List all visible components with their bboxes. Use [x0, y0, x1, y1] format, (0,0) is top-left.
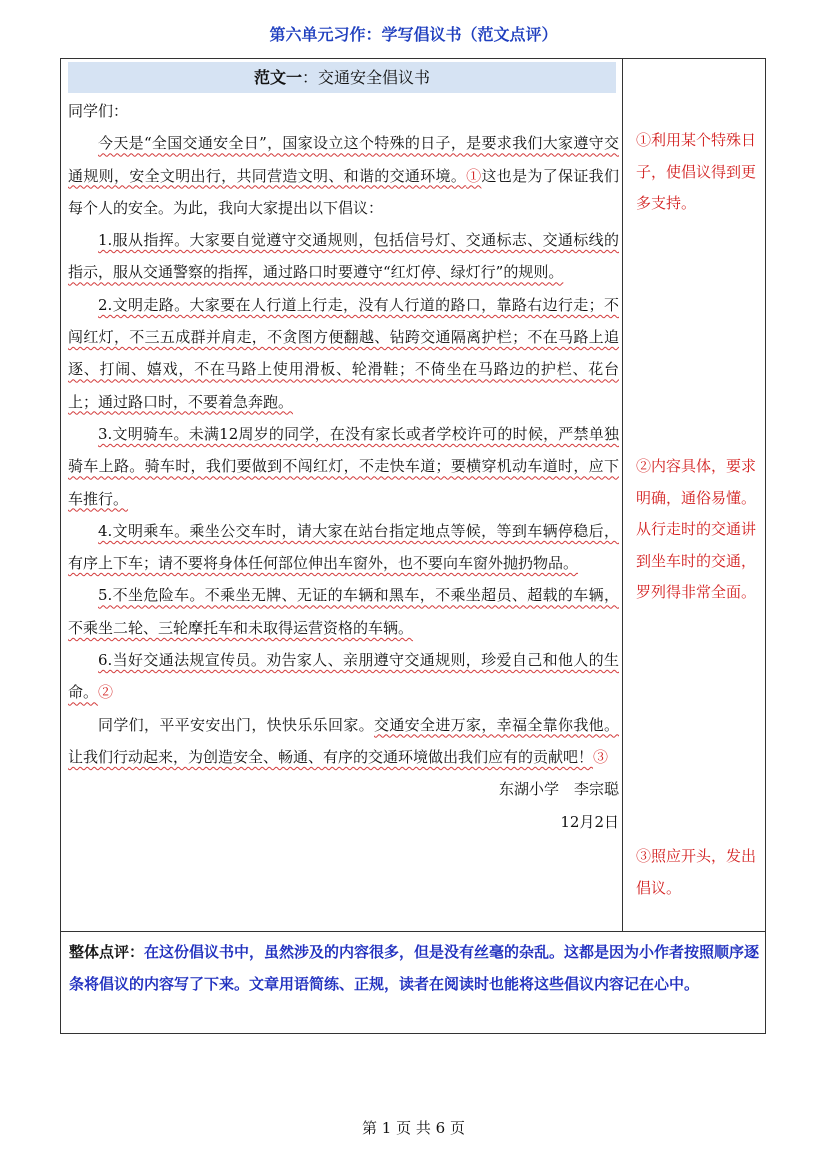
overall-comment — [69, 937, 761, 1000]
essay-title-text: ：交通安全倡议书 — [302, 68, 431, 87]
date: 12月2日 — [560, 812, 619, 831]
proposal-text: 1.服从指挥。大家要自觉遵守交通规则，包括信号灯、交通标志、交通标线的指示，服从交通警察的指挥，通过路口时要遵守“红灯停、绿灯行”的规则。 — [68, 231, 619, 282]
proposal-item — [68, 579, 619, 644]
closing-plain: 同学们，平平安安出门，快快乐乐回家。 — [98, 715, 374, 734]
salutation: 同学们： — [68, 102, 129, 120]
column-divider — [622, 59, 623, 931]
proposal-text: 5.不坐危险车。不乘坐无牌、无证的车辆和黑车，不乘坐超员、超载的车辆，不乘坐二轮、三轮摩托车和未取得运营资格的车辆。 — [68, 586, 619, 637]
essay-table — [60, 58, 766, 1034]
annotation-ref-2: ② — [98, 683, 114, 702]
proposal-item — [68, 418, 619, 515]
row-divider — [61, 931, 765, 932]
page-title: 第六单元习作：学写倡议书（范文点评） — [269, 25, 558, 44]
annotation-note-3: ③照应开头，发出倡议。 — [636, 847, 757, 897]
annotation-ref-3: ③ — [593, 747, 609, 766]
closing-underlined: 交通安全进万家，幸福全靠你我他。让我们行动起来，为创造安全、畅通、有序的交通环境做出我们应有的贡献吧！ — [68, 715, 619, 766]
overall-comment-label: 整体点评： — [69, 943, 145, 961]
essay-body — [68, 95, 619, 838]
essay-title-label: 范文一 — [253, 68, 302, 87]
proposal-text: 4.文明乘车。乘坐公交车时，请大家在站台指定地点等候，等到车辆停稳后，有序上下车；请不要将身体任何部位伸出车窗外，也不要向车窗外抛扔物品。 — [68, 521, 619, 573]
proposal-item — [68, 515, 619, 580]
essay-title — [68, 62, 616, 93]
proposal-text: 6.当好交通法规宣传员。劝告家人、亲朋遵守交通规则，珍爱自己和他人的生命。 — [68, 651, 619, 702]
paragraph-intro — [68, 127, 619, 224]
proposal-item — [68, 644, 619, 709]
intro-rest: 这也是为了保证我们每个人的安全。为此，我向大家提出以下倡议： — [68, 166, 619, 217]
overall-comment-text: 在这份倡议书中，虽然涉及的内容很多，但是没有丝毫的杂乱。这都是因为小作者按照顺序逐条将倡议的内容写了下来。文章用语简练、正规，读者在阅读时也能将这些倡议内容记在心中。 — [69, 943, 760, 993]
proposal-item — [68, 289, 619, 418]
paragraph-closing — [68, 709, 619, 774]
proposal-text: 2.文明走路。大家要在人行道上行走，没有人行道的路口，靠路右边行走；不闯红灯，不三五成群并肩走，不贪图方便翻越、钻跨交通隔离护栏；不在马路上追逐、打闹、嬉戏，不在马路上使用滑板、轮滑鞋；不倚坐在马路边的护栏、花台上；通过路口时，不要着急奔跑。 — [68, 295, 619, 411]
intro-underlined: 今天是“全国交通安全日”，国家设立这个特殊的日子，是要求我们大家遵守交通规则，安全文明出行，共同营造文明、和谐的交通环境。 — [68, 134, 619, 185]
annotation-note-1: ①利用某个特殊日子，使倡议得到更多支持。 — [636, 131, 757, 212]
proposal-text: 3.文明骑车。未满12周岁的同学，在没有家长或者学校许可的时候，严禁单独骑车上路。骑车时，我们要做到不闯红灯，不走快车道；要横穿机动车道时，应下车推行。 — [68, 424, 619, 508]
annotation-ref-1: ① — [466, 166, 482, 185]
page-footer: 第 1 页 共 6 页 — [362, 1119, 465, 1137]
annotation-note-2: ②内容具体，要求明确，通俗易懂。从行走时的交通讲到坐车时的交通，罗列得非常全面。 — [636, 457, 757, 601]
proposal-item — [68, 224, 619, 289]
signature: 东湖小学 李宗聪 — [498, 780, 619, 799]
